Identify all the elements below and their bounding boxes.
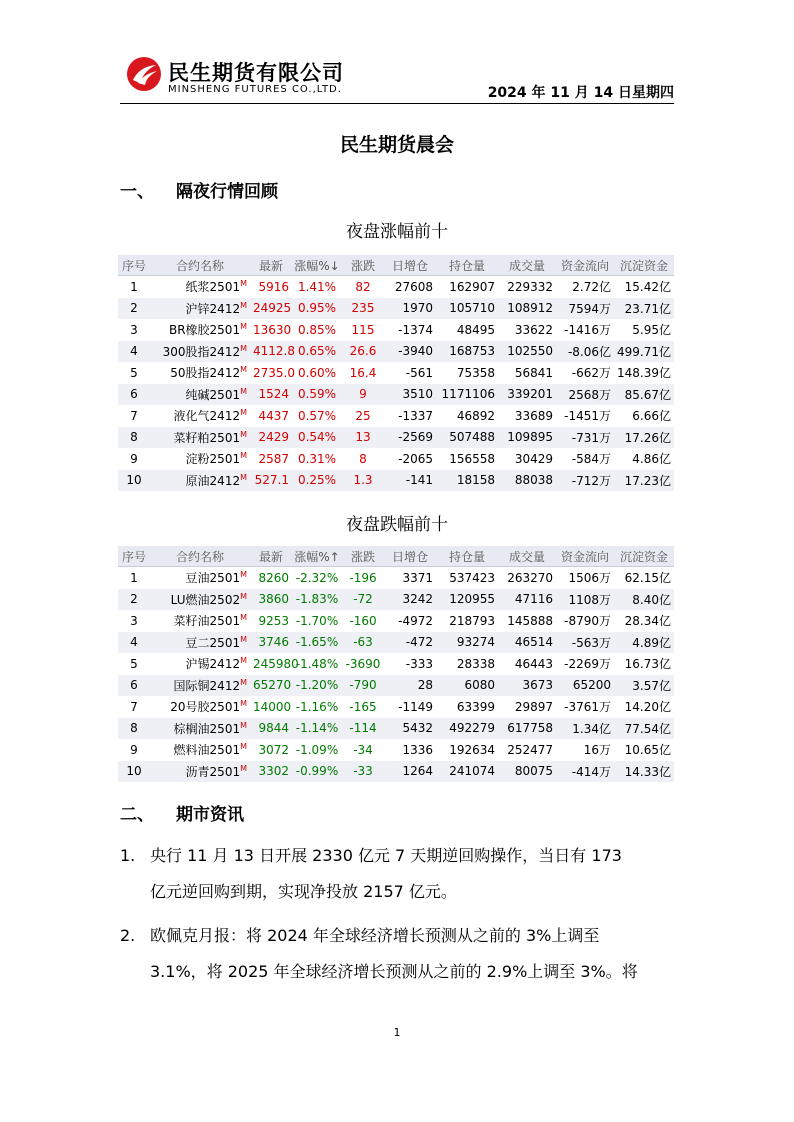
cell-last: 14000 (253, 699, 292, 714)
report-date: 2024 年 11 月 14 日星期四 (487, 85, 674, 101)
cell-volume: 108912 (498, 298, 556, 320)
cell-change-pct: 0.85% (297, 322, 337, 337)
cell-volume: 30429 (514, 451, 553, 466)
cell-contract: 菜籽油$2501^M$ (173, 613, 247, 629)
column-header-settled-fund[interactable]: 沉淀资金 (614, 255, 674, 276)
cell-volume: 617758 (498, 718, 556, 740)
cell-volume: 102550 (498, 341, 556, 363)
cell-contract: 纸浆$2501^M$ (185, 279, 247, 295)
cell-volume: 263270 (507, 570, 553, 585)
cell-change-pct: -1.14% (292, 718, 342, 740)
cell-settled-fund: 85.67亿 (614, 384, 674, 406)
cell-volume: 29897 (514, 699, 553, 714)
table-row[interactable] (118, 384, 674, 406)
gainers-table (118, 255, 674, 491)
contract-marker: M (240, 634, 247, 644)
cell-settled-fund: 4.86亿 (632, 452, 671, 467)
cell-last: 1524 (250, 384, 292, 406)
cell-open-interest: 63399 (456, 699, 495, 714)
column-header-contract[interactable]: 合约名称 (150, 255, 250, 276)
cell-fund-flow: 1.34亿 (556, 718, 614, 740)
column-header-rank[interactable]: 序号 (118, 546, 150, 567)
cell-rank: 7 (130, 699, 138, 714)
cell-open-interest: 156558 (449, 451, 495, 466)
cell-fund-flow: 1506万 (568, 571, 611, 586)
cell-change-pct: -1.65% (292, 632, 342, 654)
section-title: 期市资讯 (176, 805, 244, 825)
cell-oi-change: -1149 (398, 699, 433, 714)
cell-rank: 2 (118, 298, 150, 320)
cell-settled-fund: 28.34亿 (624, 614, 671, 629)
losers-table-title: 夜盘跌幅前十 (346, 515, 448, 535)
cell-fund-flow: -1416万 (564, 323, 611, 338)
cell-last: 13630 (253, 322, 292, 337)
contract-marker: M (240, 451, 247, 461)
cell-rank: 7 (130, 408, 138, 423)
cell-settled-fund: 14.20亿 (624, 700, 671, 715)
table-row[interactable] (118, 470, 674, 492)
cell-rank: 4 (118, 632, 150, 654)
cell-contract: 沪锡$2412^M$ (185, 656, 247, 672)
table-row[interactable] (118, 405, 674, 427)
cell-fund-flow: 2568万 (556, 384, 614, 406)
cell-settled-fund: 4.89亿 (614, 632, 674, 654)
contract-marker: M (240, 343, 247, 353)
cell-change-pct: 1.41% (297, 279, 337, 294)
cell-change: 8 (359, 451, 367, 466)
cell-open-interest: 120955 (436, 589, 498, 611)
cell-volume: 80075 (498, 761, 556, 783)
table-row[interactable] (118, 319, 674, 341)
table-row[interactable] (118, 341, 674, 363)
company-name-en: MINSHENG FUTURES CO.,LTD. (168, 84, 342, 95)
cell-open-interest: 18158 (436, 470, 498, 492)
cell-rank: 4 (118, 341, 150, 363)
column-header-oi-change[interactable]: 日增仓 (384, 546, 436, 567)
cell-fund-flow: 16万 (583, 743, 611, 758)
news-line: 亿元逆回购到期，实现净投放 2157 亿元。 (150, 882, 457, 901)
contract-marker: M (240, 720, 247, 730)
cell-change: 115 (351, 322, 375, 337)
cell-oi-change: 3510 (384, 384, 436, 406)
contract-marker: M (240, 279, 247, 289)
cell-change: -790 (342, 675, 384, 697)
contract-marker: M (240, 365, 247, 375)
cell-change: -33 (342, 761, 384, 783)
cell-change-pct: -2.32% (295, 570, 339, 585)
table-row[interactable] (118, 276, 674, 298)
cell-open-interest: 218793 (449, 613, 495, 628)
cell-open-interest: 192634 (449, 742, 495, 757)
cell-fund-flow: 7594万 (556, 298, 614, 320)
cell-settled-fund: 15.42亿 (624, 280, 671, 295)
cell-settled-fund: 5.95亿 (632, 323, 671, 338)
cell-fund-flow: -1451万 (564, 409, 611, 424)
cell-contract: LU燃油$2502^M$ (150, 589, 250, 611)
column-header-volume[interactable]: 成交量 (498, 255, 556, 276)
cell-fund-flow: -8790万 (564, 614, 611, 629)
cell-volume: 47116 (498, 589, 556, 611)
table-row[interactable] (118, 632, 674, 654)
cell-change: 16.4 (349, 365, 377, 380)
cell-volume: 229332 (507, 279, 553, 294)
cell-last: 245980 (253, 656, 299, 671)
cell-change: 25 (355, 408, 371, 423)
column-header-rank[interactable]: 序号 (118, 255, 150, 276)
cell-open-interest: 1171106 (436, 384, 498, 406)
section-heading-2 (120, 800, 244, 825)
page-header (120, 52, 674, 104)
cell-settled-fund: 17.23亿 (614, 470, 674, 492)
cell-last: 24925 (250, 298, 292, 320)
cell-settled-fund: 10.65亿 (624, 743, 671, 758)
cell-open-interest: 168753 (436, 341, 498, 363)
cell-contract: 豆二$2501^M$ (150, 632, 250, 654)
cell-change-pct: 0.60% (297, 365, 337, 380)
cell-oi-change: -1337 (398, 408, 433, 423)
cell-settled-fund: 62.15亿 (624, 571, 671, 586)
table-row[interactable] (118, 696, 674, 718)
cell-oi-change: -472 (384, 632, 436, 654)
cell-change-pct: -1.48% (295, 656, 339, 671)
cell-change: 82 (355, 279, 371, 294)
cell-change-pct: 0.95% (292, 298, 342, 320)
cell-settled-fund: 8.40亿 (614, 589, 674, 611)
contract-marker: M (240, 386, 247, 396)
cell-volume: 339201 (498, 384, 556, 406)
cell-change: 13 (342, 427, 384, 449)
cell-change-pct: 0.57% (297, 408, 337, 423)
cell-rank: 1 (130, 570, 138, 585)
cell-open-interest: 507488 (436, 427, 498, 449)
document-title: 民生期货晨会 (339, 134, 454, 156)
cell-oi-change: 3371 (402, 570, 433, 585)
cell-volume: 109895 (498, 427, 556, 449)
cell-change: -3690 (345, 656, 381, 671)
cell-rank: 8 (118, 427, 150, 449)
cell-rank: 1 (130, 279, 138, 294)
cell-volume: 46514 (498, 632, 556, 654)
cell-open-interest: 537423 (449, 570, 495, 585)
table-row[interactable] (118, 675, 674, 697)
cell-contract: 燃料油$2501^M$ (173, 742, 247, 758)
cell-last: 2587 (258, 451, 289, 466)
table-row[interactable] (118, 427, 674, 449)
cell-settled-fund: 16.73亿 (624, 657, 671, 672)
table-row[interactable] (118, 761, 674, 783)
cell-last: 527.1 (250, 470, 292, 492)
cell-oi-change: -141 (384, 470, 436, 492)
cell-open-interest: 48495 (456, 322, 495, 337)
cell-oi-change: -2065 (398, 451, 433, 466)
cell-oi-change: -333 (405, 656, 433, 671)
cell-oi-change: 27608 (394, 279, 433, 294)
cell-rank: 10 (118, 470, 150, 492)
cell-rank: 5 (130, 656, 138, 671)
cell-settled-fund: 148.39亿 (617, 366, 671, 381)
cell-contract: 20号胶$2501^M$ (170, 699, 247, 715)
column-header-contract[interactable]: 合约名称 (150, 546, 250, 567)
table-row[interactable] (118, 589, 674, 611)
cell-open-interest: 75358 (456, 365, 495, 380)
contract-marker: M (240, 591, 247, 601)
cell-oi-change: 5432 (384, 718, 436, 740)
cell-oi-change: -4972 (398, 613, 433, 628)
cell-change-pct: 0.59% (292, 384, 342, 406)
table-header-row (118, 546, 674, 567)
cell-contract: 原油$2412^M$ (150, 470, 250, 492)
cell-change: -160 (349, 613, 377, 628)
cell-last: 65270 (250, 675, 292, 697)
cell-contract: 50股指$2412^M$ (170, 365, 247, 381)
cell-fund-flow: 1108万 (556, 589, 614, 611)
cell-last: 2735.0 (253, 365, 295, 380)
news-line: 央行 11 月 13 日开展 2330 亿元 7 天期逆回购操作，当日有 173 (150, 846, 622, 865)
contract-marker: M (240, 472, 247, 482)
cell-last: 4112.8 (250, 341, 292, 363)
cell-fund-flow: -3761万 (564, 700, 611, 715)
cell-contract: 豆油$2501^M$ (185, 570, 247, 586)
news-line: 3.1%，将 2025 年全球经济增长预测从之前的 2.9%上调至 3%。将 (150, 962, 638, 981)
cell-change: 235 (342, 298, 384, 320)
cell-oi-change: 28 (384, 675, 436, 697)
news-item (120, 838, 680, 910)
cell-settled-fund: 17.26亿 (614, 427, 674, 449)
cell-rank: 5 (130, 365, 138, 380)
cell-settled-fund: 14.33亿 (614, 761, 674, 783)
cell-settled-fund: 23.71亿 (614, 298, 674, 320)
cell-fund-flow: -2269万 (564, 657, 611, 672)
cell-change: -165 (349, 699, 377, 714)
cell-settled-fund: 499.71亿 (614, 341, 674, 363)
cell-rank: 9 (130, 451, 138, 466)
cell-rank: 9 (130, 742, 138, 757)
cell-last: 3302 (250, 761, 292, 783)
cell-last: 2429 (250, 427, 292, 449)
column-header-last[interactable]: 最新 (250, 255, 292, 276)
cell-change: -34 (353, 742, 373, 757)
cell-fund-flow: 2.72亿 (572, 280, 611, 295)
contract-marker: M (240, 742, 247, 752)
contract-marker: M (240, 656, 247, 666)
cell-last: 8260 (258, 570, 289, 585)
cell-fund-flow: -712万 (556, 470, 614, 492)
cell-contract: 棕榈油$2501^M$ (150, 718, 250, 740)
section-title: 隔夜行情回顾 (176, 182, 278, 202)
cell-change-pct: -0.99% (292, 761, 342, 783)
cell-rank: 3 (130, 613, 138, 628)
cell-oi-change: -3940 (384, 341, 436, 363)
table-row[interactable] (118, 362, 674, 384)
column-header-open-interest[interactable]: 持仓量 (436, 546, 498, 567)
column-header-fund-flow[interactable]: 资金流向 (556, 546, 614, 567)
cell-rank: 2 (118, 589, 150, 611)
cell-fund-flow: -8.06亿 (556, 341, 614, 363)
cell-last: 3746 (250, 632, 292, 654)
cell-oi-change: -1374 (398, 322, 433, 337)
column-header-open-interest[interactable]: 持仓量 (436, 255, 498, 276)
cell-change-pct: 0.54% (292, 427, 342, 449)
cell-volume: 46443 (514, 656, 553, 671)
cell-open-interest: 105710 (436, 298, 498, 320)
table-row[interactable] (118, 448, 674, 470)
cell-last: 3072 (258, 742, 289, 757)
cell-change: 26.6 (342, 341, 384, 363)
contract-marker: M (240, 763, 247, 773)
cell-contract: BR橡胶$2501^M$ (168, 322, 247, 338)
cell-open-interest: 6080 (436, 675, 498, 697)
column-header-last[interactable]: 最新 (250, 546, 292, 567)
cell-open-interest: 93274 (436, 632, 498, 654)
cell-oi-change: 1336 (402, 742, 433, 757)
cell-change-pct: -1.09% (295, 742, 339, 757)
cell-settled-fund: 77.54亿 (614, 718, 674, 740)
column-header-change-pct[interactable]: 涨幅%↓ (292, 255, 342, 276)
table-header-row (118, 255, 674, 276)
cell-change: -72 (342, 589, 384, 611)
cell-oi-change: 1970 (384, 298, 436, 320)
minsheng-logo-icon (126, 56, 162, 92)
cell-change-pct: -1.70% (295, 613, 339, 628)
cell-contract: 纯碱$2501^M$ (150, 384, 250, 406)
cell-volume: 252477 (507, 742, 553, 757)
contract-marker: M (240, 613, 247, 623)
table-row[interactable] (118, 610, 674, 632)
cell-change-pct: -1.20% (292, 675, 342, 697)
contract-marker: M (240, 408, 247, 418)
contract-marker: M (240, 677, 247, 687)
cell-contract: 沥青$2501^M$ (150, 761, 250, 783)
column-header-volume[interactable]: 成交量 (498, 546, 556, 567)
cell-contract: 沪锌$2412^M$ (150, 298, 250, 320)
cell-volume: 3673 (498, 675, 556, 697)
news-item (120, 918, 680, 990)
cell-open-interest: 28338 (456, 656, 495, 671)
column-header-oi-change[interactable]: 日增仓 (384, 255, 436, 276)
column-header-fund-flow[interactable]: 资金流向 (556, 255, 614, 276)
cell-oi-change: -2569 (384, 427, 436, 449)
cell-last: 3860 (250, 589, 292, 611)
column-header-change[interactable]: 涨跌 (342, 546, 384, 567)
table-row[interactable] (118, 653, 674, 675)
contract-marker: M (240, 570, 247, 580)
cell-oi-change: -561 (405, 365, 433, 380)
cell-volume: 56841 (514, 365, 553, 380)
contract-marker: M (240, 300, 247, 310)
gainers-table-title: 夜盘涨幅前十 (346, 222, 448, 242)
cell-oi-change: 1264 (384, 761, 436, 783)
company-name-cn: 民生期货有限公司 (168, 61, 344, 85)
cell-change-pct: 0.25% (292, 470, 342, 492)
cell-change: 1.3 (342, 470, 384, 492)
table-row[interactable] (118, 739, 674, 761)
cell-volume: 88038 (498, 470, 556, 492)
cell-fund-flow: 65200 (556, 675, 614, 697)
cell-volume: 33622 (514, 322, 553, 337)
cell-change: -114 (342, 718, 384, 740)
cell-last: 4437 (258, 408, 289, 423)
cell-contract: 液化气$2412^M$ (173, 408, 247, 424)
cell-volume: 33689 (514, 408, 553, 423)
cell-fund-flow: -563万 (556, 632, 614, 654)
cell-rank: 3 (130, 322, 138, 337)
cell-change-pct: 0.65% (292, 341, 342, 363)
header-divider (120, 103, 674, 104)
cell-rank: 8 (118, 718, 150, 740)
cell-change-pct: 0.31% (297, 451, 337, 466)
cell-fund-flow: -414万 (556, 761, 614, 783)
cell-fund-flow: -731万 (556, 427, 614, 449)
section-number: 二、 (120, 805, 154, 825)
column-header-change[interactable]: 涨跌 (342, 255, 384, 276)
cell-change: -63 (342, 632, 384, 654)
cell-change-pct: -1.83% (292, 589, 342, 611)
cell-fund-flow: -584万 (571, 452, 611, 467)
section-number: 一、 (120, 182, 154, 202)
news-number: 1. (120, 846, 136, 865)
cell-fund-flow: -662万 (571, 366, 611, 381)
cell-rank: 10 (118, 761, 150, 783)
table-row[interactable] (118, 567, 674, 589)
cell-settled-fund: 6.66亿 (632, 409, 671, 424)
contract-marker: M (240, 699, 247, 709)
cell-change-pct: -1.16% (295, 699, 339, 714)
cell-last: 9253 (258, 613, 289, 628)
cell-volume: 145888 (507, 613, 553, 628)
cell-contract: 国际铜$2412^M$ (150, 675, 250, 697)
news-number: 2. (120, 926, 136, 945)
cell-open-interest: 162907 (449, 279, 495, 294)
table-row[interactable] (118, 718, 674, 740)
contract-marker: M (240, 322, 247, 332)
section-heading-1 (120, 177, 278, 202)
cell-open-interest: 492279 (436, 718, 498, 740)
table-row[interactable] (118, 298, 674, 320)
cell-last: 5916 (258, 279, 289, 294)
contract-marker: M (240, 429, 247, 439)
page-number: 1 (393, 1026, 401, 1039)
cell-change: -196 (349, 570, 377, 585)
losers-table (118, 546, 674, 782)
cell-last: 9844 (250, 718, 292, 740)
cell-contract: 菜籽粕$2501^M$ (150, 427, 250, 449)
cell-open-interest: 241074 (436, 761, 498, 783)
cell-contract: 淀粉$2501^M$ (185, 451, 247, 467)
column-header-settled-fund[interactable]: 沉淀资金 (614, 546, 674, 567)
cell-rank: 6 (118, 675, 150, 697)
cell-settled-fund: 3.57亿 (614, 675, 674, 697)
cell-open-interest: 46892 (456, 408, 495, 423)
column-header-change-pct[interactable]: 涨幅%↑ (292, 546, 342, 567)
cell-rank: 6 (118, 384, 150, 406)
cell-contract: 300股指$2412^M$ (150, 341, 250, 363)
cell-change: 9 (342, 384, 384, 406)
cell-oi-change: 3242 (384, 589, 436, 611)
news-line: 欧佩克月报：将 2024 年全球经济增长预测从之前的 3%上调至 (150, 926, 600, 945)
